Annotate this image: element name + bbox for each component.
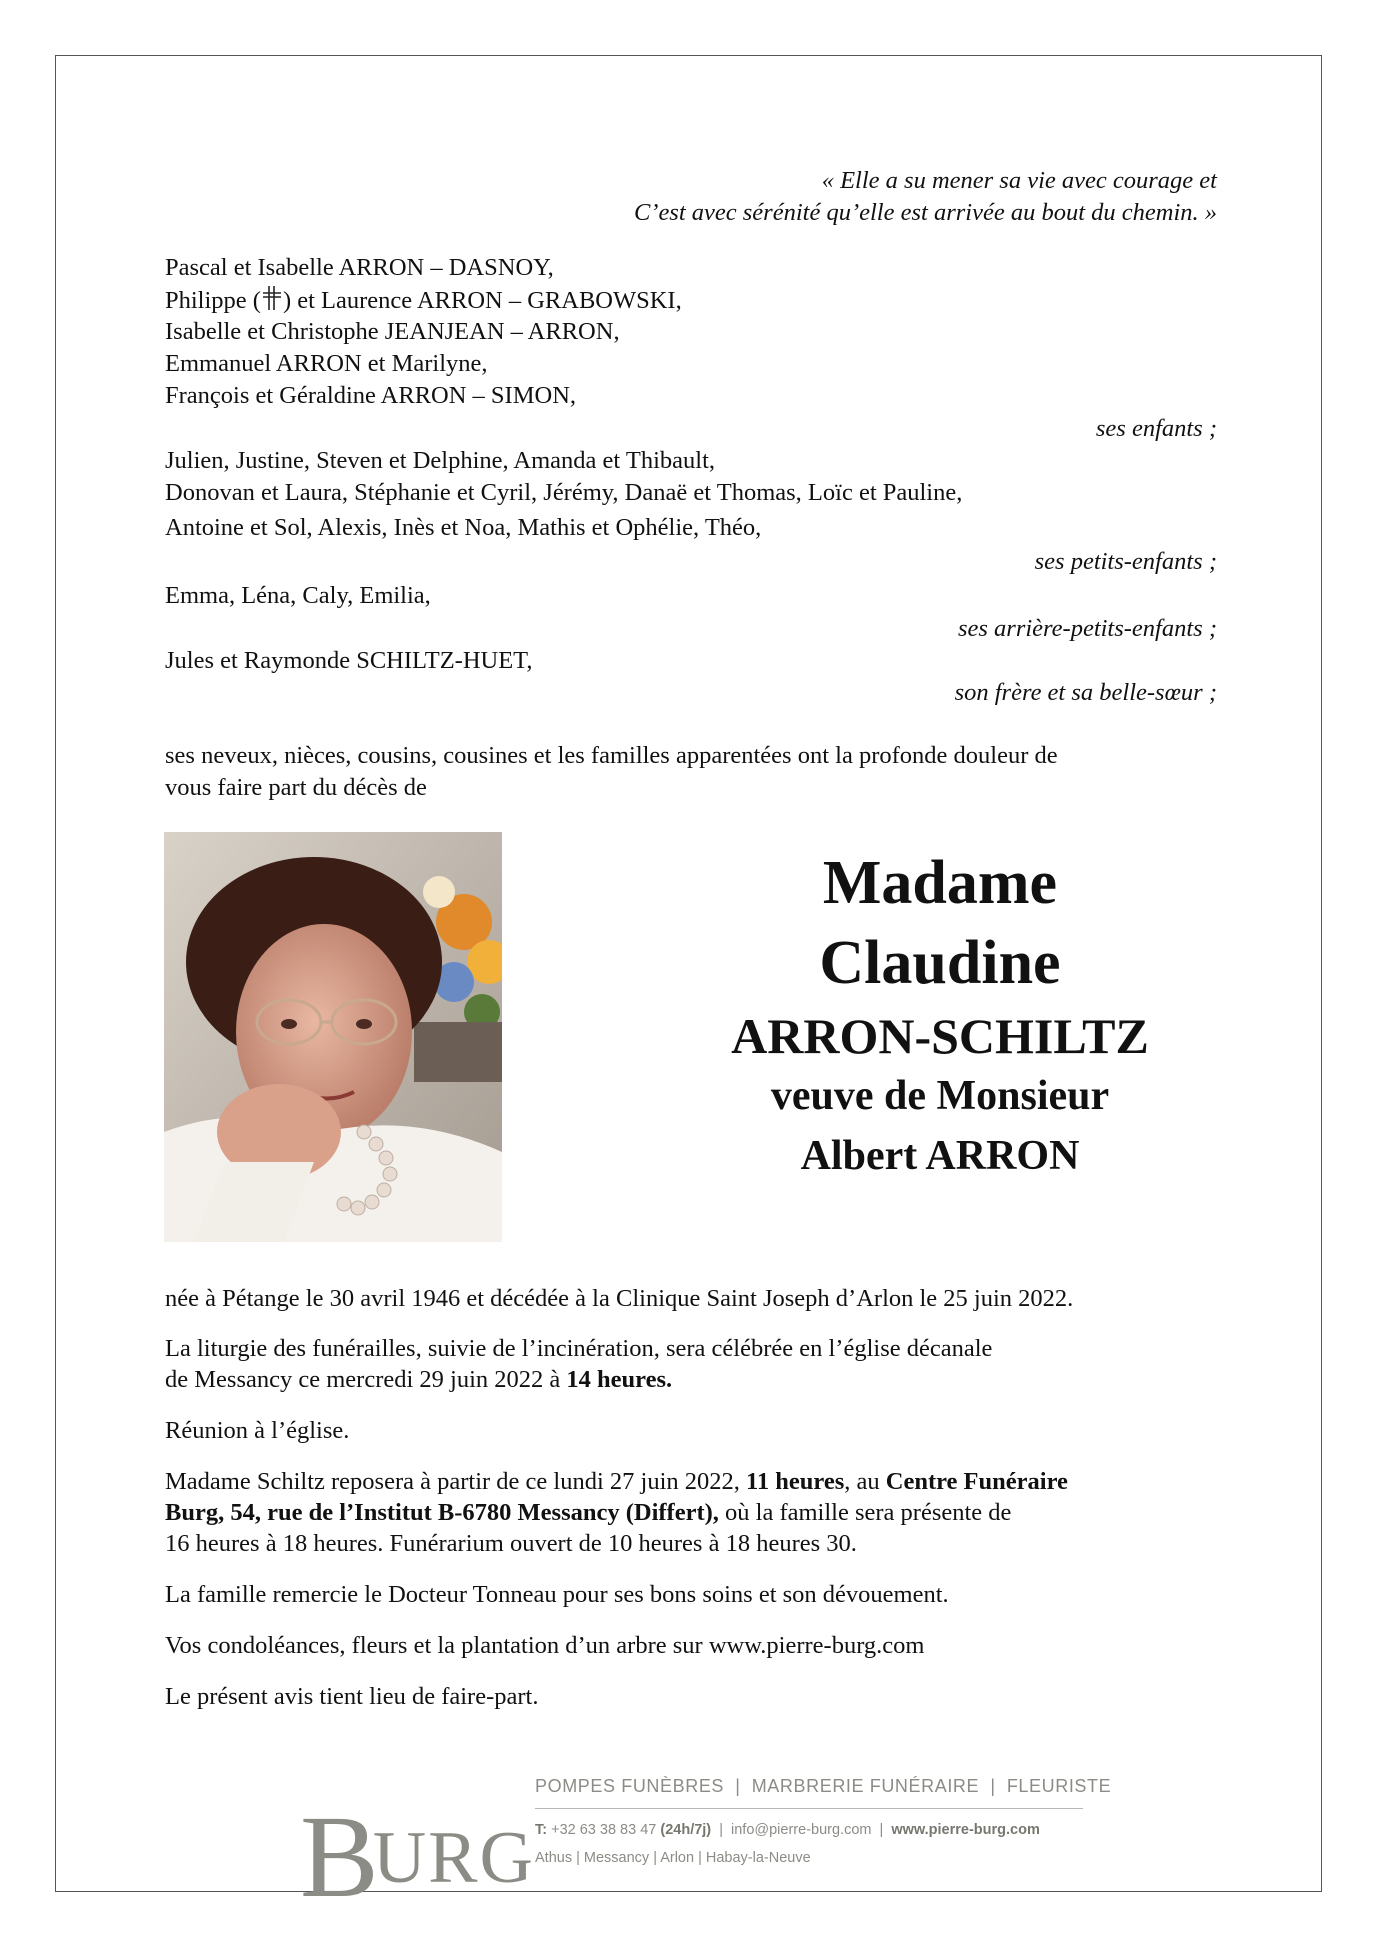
child-line-part: Philippe (	[165, 287, 261, 314]
sibling-line: Jules et Raymonde SCHILTZ-HUET,	[165, 647, 533, 674]
phone-hours: (24h/7j)	[660, 1822, 712, 1838]
birth-death-line: née à Pétange le 30 avril 1946 et décédée à la Clinique Saint Joseph d’Arlon le 25 juin 2022.	[165, 1285, 1074, 1312]
email-address: | info@pierre-burg.com |	[711, 1822, 892, 1838]
thanks-line: La famille remercie le Docteur Tonneau pour ses bons soins et son dévouement.	[165, 1581, 949, 1608]
rest-text: où la famille sera présente de	[718, 1499, 1012, 1526]
condolences-line: Vos condoléances, fleurs et la plantation d’un arbre sur www.pierre-burg.com	[165, 1632, 925, 1659]
footer-services: POMPES FUNÈBRES | MARBRERIE FUNÉRAIRE | FLEURISTE	[535, 1776, 1112, 1796]
phone-label: T:	[535, 1822, 552, 1838]
rest-text: Madame Schiltz reposera à partir de ce lundi 27 juin 2022,	[165, 1468, 747, 1495]
liturgy-line-1: La liturgie des funérailles, suivie de l’incinération, sera célébrée en l’église décanale	[165, 1335, 993, 1362]
child-line-philippe	[165, 285, 682, 316]
child-line: Pascal et Isabelle ARRON – DASNOY,	[165, 254, 554, 281]
grandchild-line: Julien, Justine, Steven et Delphine, Amanda et Thibault,	[165, 447, 716, 474]
child-line: François et Géraldine ARRON – SIMON,	[165, 382, 577, 409]
portrait-illustration	[164, 832, 502, 1242]
notice-line: Le présent avis tient lieu de faire-part.	[165, 1683, 539, 1710]
phone-number: +32 63 38 83 47	[551, 1822, 661, 1838]
child-line: Emmanuel ARRON et Marilyne,	[165, 350, 488, 377]
website-link[interactable]: www.pierre-burg.com	[891, 1822, 1040, 1838]
liturgy-line-2	[165, 1364, 672, 1395]
logo-rest: URG	[372, 1817, 535, 1899]
liturgy-text: de Messancy ce mercredi 29 juin 2022 à	[165, 1366, 567, 1393]
grandchildren-role: ses petits-enfants ;	[1034, 548, 1217, 575]
deceased-portrait-photo	[164, 832, 502, 1242]
child-line-part: ) et Laurence ARRON – GRABOWSKI,	[282, 287, 682, 314]
funeral-centre-address: Burg, 54, rue de l’Institut B-6780 Messancy (Differt),	[165, 1499, 719, 1526]
deceased-title: Madame	[822, 849, 1058, 917]
reunion-line: Réunion à l’église.	[165, 1417, 350, 1444]
child-line: Isabelle et Christophe JEANJEAN – ARRON,	[165, 318, 620, 345]
footer-contact	[535, 1822, 1040, 1838]
footer-locations: Athus | Messancy | Arlon | Habay-la-Neuve	[535, 1850, 811, 1866]
great-grandchild-line: Emma, Léna, Caly, Emilia,	[165, 582, 431, 609]
grandchild-line: Antoine et Sol, Alexis, Inès et Noa, Mathis et Ophélie, Théo,	[165, 514, 762, 541]
deceased-surname: ARRON-SCHILTZ	[731, 1008, 1149, 1064]
great-grandchildren-role: ses arrière-petits-enfants ;	[957, 615, 1217, 642]
logo-initial: B	[300, 1791, 373, 1922]
children-role: ses enfants ;	[1095, 415, 1217, 442]
quote-line-1: « Elle a su mener sa vie avec courage et	[821, 167, 1217, 194]
announcement-line-2: vous faire part du décès de	[165, 774, 427, 801]
burg-logo	[300, 1775, 535, 1922]
grandchild-line: Donovan et Laura, Stéphanie et Cyril, Jérémy, Danaë et Thomas, Loïc et Pauline,	[165, 479, 963, 506]
deceased-cross-icon	[261, 285, 283, 311]
quote-line-2: C’est avec sérénité qu’elle est arrivée au bout du chemin. »	[633, 199, 1217, 226]
deceased-first-name: Claudine	[819, 929, 1061, 997]
liturgy-time: 14 heures.	[566, 1366, 673, 1393]
rest-line-3: 16 heures à 18 heures. Funérarium ouvert de 10 heures à 18 heures 30.	[165, 1530, 857, 1557]
announcement-line-1: ses neveux, nièces, cousins, cousines et les familles apparentées ont la profonde douleur de	[165, 742, 1058, 769]
rest-line-1	[165, 1466, 1068, 1497]
footer-divider	[535, 1808, 1083, 1809]
spouse-name: Albert ARRON	[800, 1133, 1080, 1179]
rest-time: 11 heures	[746, 1468, 845, 1495]
siblings-role: son frère et sa belle-sœur ;	[954, 679, 1217, 706]
funeral-centre-name: Centre Funéraire	[885, 1468, 1068, 1495]
rest-text: , au	[844, 1468, 886, 1495]
widow-line: veuve de Monsieur	[770, 1073, 1110, 1119]
rest-line-2	[165, 1497, 1011, 1528]
